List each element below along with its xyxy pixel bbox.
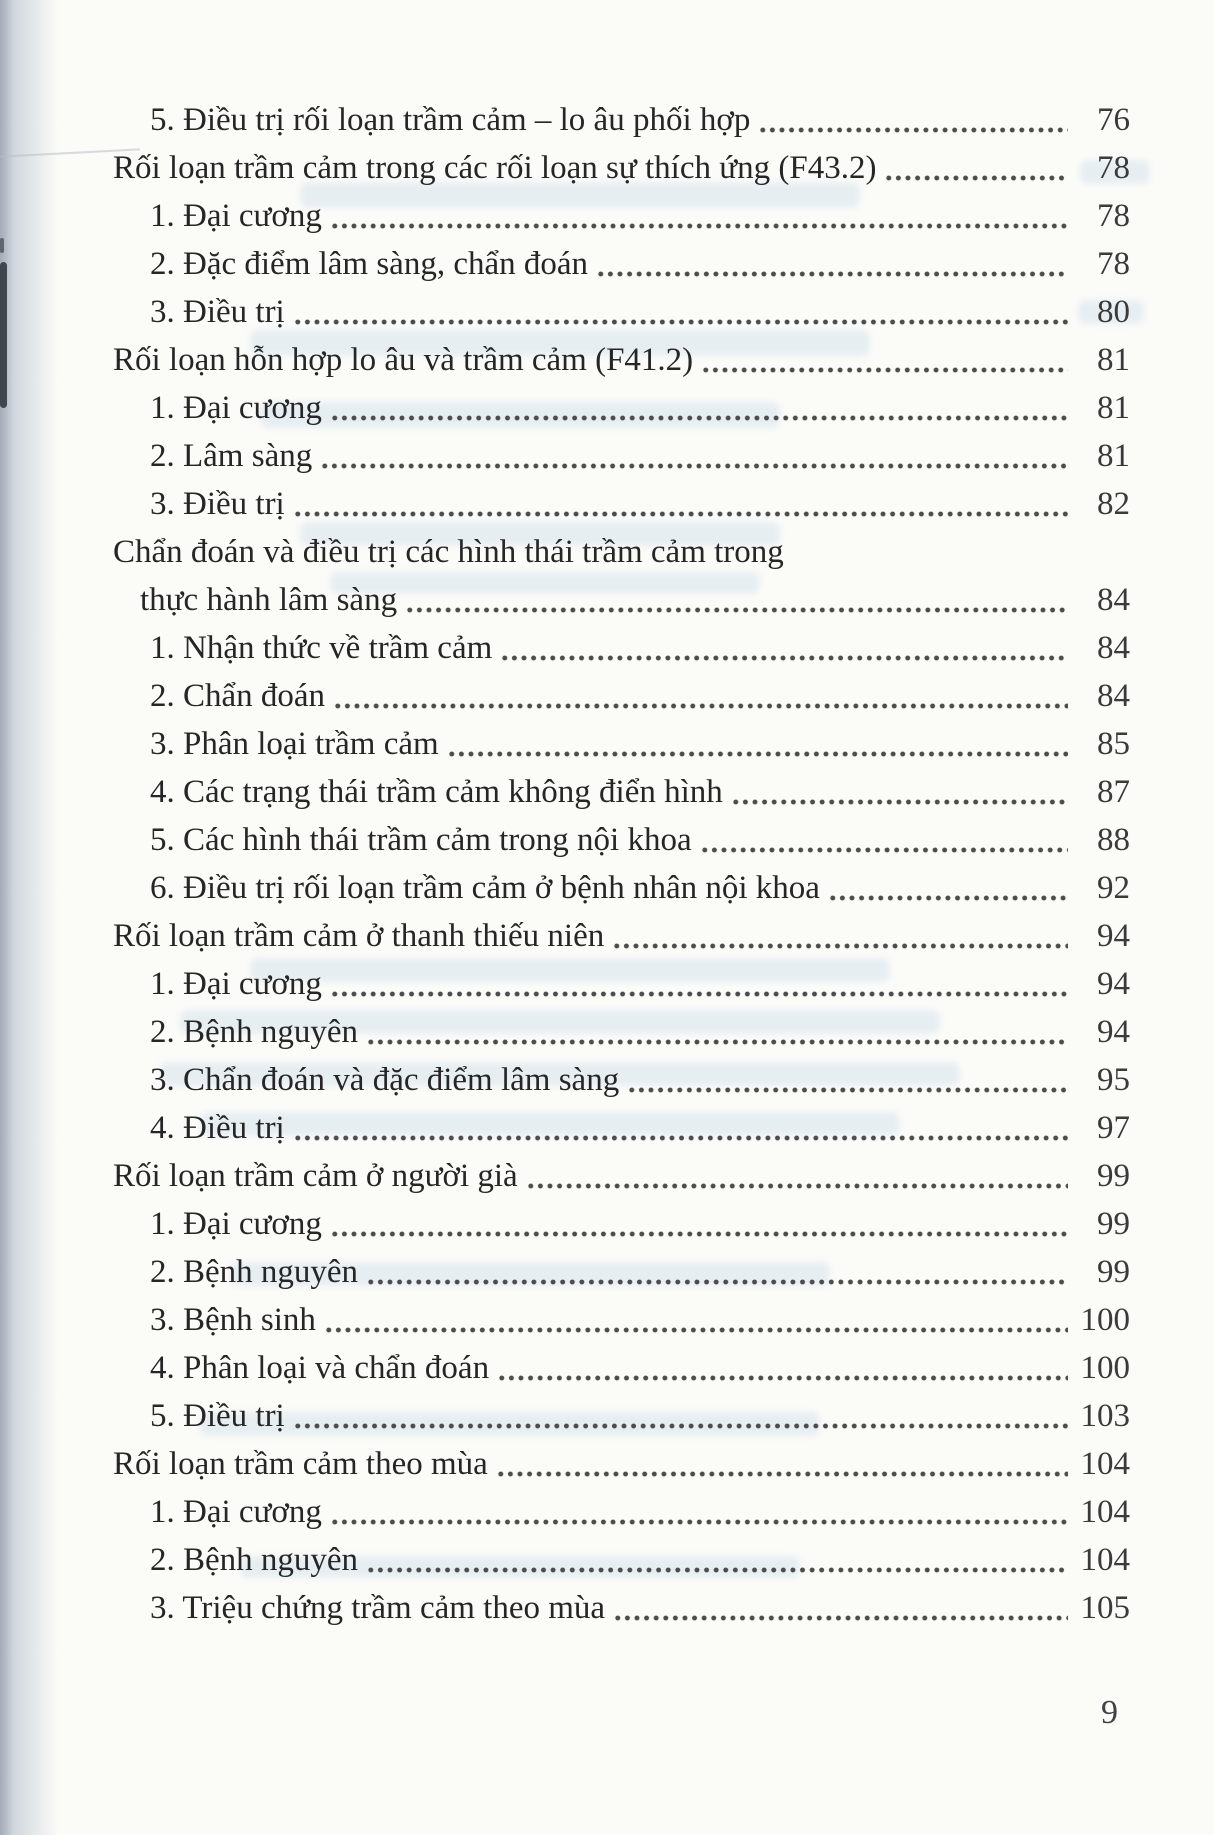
dot-leader xyxy=(884,174,1068,182)
toc-page-number: 81 xyxy=(1097,342,1130,378)
dot-leader xyxy=(447,750,1068,758)
toc-entry-label: Rối loạn trầm cảm ở thanh thiếu niên xyxy=(113,918,605,954)
toc-entry-label: 2. Chẩn đoán xyxy=(150,678,326,714)
toc-entry-label: Chẩn đoán và điều trị các hình thái trầm cảm trong xyxy=(113,534,784,570)
toc-entry-sub xyxy=(0,1392,1130,1440)
toc-entry-sub xyxy=(0,1248,1130,1296)
toc-entry-sub xyxy=(0,480,1130,528)
toc-entry-section xyxy=(0,144,1130,192)
toc-entry-label: 1. Đại cương xyxy=(150,1206,322,1242)
toc-entry-sub xyxy=(0,192,1130,240)
dot-leader xyxy=(320,462,1068,470)
toc-entry-sub xyxy=(0,1344,1130,1392)
toc-entry-sub xyxy=(0,960,1130,1008)
toc-page-number: 78 xyxy=(1097,198,1130,234)
toc-entry-label: 1. Đại cương xyxy=(150,198,322,234)
toc-entry-sub xyxy=(0,624,1130,672)
dot-leader xyxy=(366,1038,1068,1046)
toc-page-number: 94 xyxy=(1097,918,1130,954)
toc-entry-sub xyxy=(0,1584,1130,1632)
toc-page-number: 92 xyxy=(1097,870,1130,906)
toc-page-number: 94 xyxy=(1097,966,1130,1002)
toc-page-number: 94 xyxy=(1097,1014,1130,1050)
toc-entry-label: thực hành lâm sàng xyxy=(140,582,398,618)
toc-entry-sub xyxy=(0,864,1130,912)
toc-entry-label: 5. Các hình thái trầm cảm trong nội khoa xyxy=(150,822,692,858)
toc-entry-label: 4. Các trạng thái trầm cảm không điển hình xyxy=(150,774,723,810)
toc-page-number: 76 xyxy=(1097,102,1130,138)
dot-leader xyxy=(330,222,1068,230)
toc-entry-sub xyxy=(0,1056,1130,1104)
toc-page-number: 100 xyxy=(1080,1350,1130,1386)
toc-entry-sub xyxy=(0,288,1130,336)
toc-entry-label: 2. Bệnh nguyên xyxy=(150,1014,359,1050)
dot-leader xyxy=(828,894,1068,902)
toc-page-number: 82 xyxy=(1097,486,1130,522)
toc-entry-sub xyxy=(0,768,1130,816)
toc-page-number: 84 xyxy=(1097,582,1130,618)
toc-entry-section xyxy=(0,528,1130,576)
toc-entry-sub xyxy=(0,1200,1130,1248)
toc-page-number: 81 xyxy=(1097,438,1130,474)
toc-entry-label: 2. Đặc điểm lâm sàng, chẩn đoán xyxy=(150,246,589,282)
dot-leader xyxy=(293,510,1068,518)
toc-page-number: 84 xyxy=(1097,630,1130,666)
toc-page-number: 78 xyxy=(1097,246,1130,282)
toc-page-number: 85 xyxy=(1097,726,1130,762)
dot-leader xyxy=(330,1518,1068,1526)
toc-page-number: 99 xyxy=(1097,1254,1130,1290)
toc-entry-section xyxy=(0,336,1130,384)
toc-entry-label: 3. Chẩn đoán và đặc điểm lâm sàng xyxy=(150,1062,620,1098)
toc-page-number: 80 xyxy=(1097,294,1130,330)
dot-leader xyxy=(496,1470,1068,1478)
toc-entry-sub xyxy=(0,672,1130,720)
toc-entry-sub xyxy=(0,432,1130,480)
toc-page-number: 87 xyxy=(1097,774,1130,810)
dot-leader xyxy=(293,318,1068,326)
toc-page-number: 81 xyxy=(1097,390,1130,426)
toc-page-number: 105 xyxy=(1080,1590,1130,1626)
dot-leader xyxy=(612,942,1068,950)
toc-entry-label: 1. Nhận thức về trầm cảm xyxy=(150,630,493,666)
toc-entry-label: 5. Điều trị xyxy=(150,1398,285,1434)
dot-leader xyxy=(366,1566,1068,1574)
toc-entry-label: 3. Bệnh sinh xyxy=(150,1302,316,1338)
toc-page-number: 88 xyxy=(1097,822,1130,858)
toc-entry-label: 5. Điều trị rối loạn trầm cảm – lo âu phối hợp xyxy=(150,102,751,138)
toc-entry-sub xyxy=(0,96,1130,144)
toc-page-number: 84 xyxy=(1097,678,1130,714)
dot-leader xyxy=(324,1326,1068,1334)
toc-list xyxy=(0,96,1130,1632)
dot-leader xyxy=(758,126,1068,134)
dot-leader xyxy=(330,1230,1068,1238)
toc-entry-label: 2. Bệnh nguyên xyxy=(150,1254,359,1290)
toc-entry-section xyxy=(0,912,1130,960)
toc-page-number: 95 xyxy=(1097,1062,1130,1098)
toc-entry-label: 3. Phân loại trầm cảm xyxy=(150,726,439,762)
toc-entry-sub xyxy=(0,1008,1130,1056)
dot-leader xyxy=(701,366,1068,374)
toc-page-number: 103 xyxy=(1080,1398,1130,1434)
dot-leader xyxy=(293,1422,1068,1430)
toc-entry-sub xyxy=(0,1296,1130,1344)
toc-entry-label: 4. Điều trị xyxy=(150,1110,285,1146)
toc-entry-sub xyxy=(0,240,1130,288)
toc-entry-label: 6. Điều trị rối loạn trầm cảm ở bệnh nhân nội khoa xyxy=(150,870,820,906)
toc-page-number: 78 xyxy=(1097,150,1130,186)
dot-leader xyxy=(330,990,1068,998)
toc-entry-label: 2. Lâm sàng xyxy=(150,438,313,474)
toc-entry-section xyxy=(0,1440,1130,1488)
dot-leader xyxy=(330,414,1068,422)
toc-entry-sub xyxy=(0,1536,1130,1584)
page-folio: 9 xyxy=(1101,1694,1118,1731)
dot-leader xyxy=(500,654,1068,662)
toc-entry-sub xyxy=(0,1104,1130,1152)
toc-entry-label: 1. Đại cương xyxy=(150,390,322,426)
dot-leader xyxy=(333,702,1068,710)
toc-entry-sub xyxy=(0,720,1130,768)
toc-entry-label: 1. Đại cương xyxy=(150,966,322,1002)
toc-page-number: 99 xyxy=(1097,1206,1130,1242)
toc-entry-label: Rối loạn trầm cảm trong các rối loạn sự thích ứng (F43.2) xyxy=(113,150,877,186)
dot-leader xyxy=(405,606,1068,614)
dot-leader xyxy=(526,1182,1068,1190)
dot-leader xyxy=(731,798,1068,806)
dot-leader xyxy=(613,1614,1068,1622)
dot-leader xyxy=(293,1134,1068,1142)
toc-entry-sub xyxy=(0,1488,1130,1536)
toc-entry-label: 3. Triệu chứng trầm cảm theo mùa xyxy=(150,1590,606,1626)
dot-leader xyxy=(700,846,1068,854)
toc-page-number: 97 xyxy=(1097,1110,1130,1146)
dot-leader xyxy=(366,1278,1068,1286)
dot-leader xyxy=(596,270,1068,278)
toc-entry-label: 4. Phân loại và chẩn đoán xyxy=(150,1350,490,1386)
toc-page-number: 104 xyxy=(1080,1446,1130,1482)
toc-entry-label: 1. Đại cương xyxy=(150,1494,322,1530)
toc-page-number: 104 xyxy=(1080,1494,1130,1530)
toc-entry-label: Rối loạn hỗn hợp lo âu và trầm cảm (F41.2) xyxy=(113,342,694,378)
toc-entry-sub xyxy=(0,816,1130,864)
toc-page-number: 104 xyxy=(1080,1542,1130,1578)
dot-leader xyxy=(627,1086,1068,1094)
toc-page-number: 100 xyxy=(1080,1302,1130,1338)
toc-entry-label: Rối loạn trầm cảm theo mùa xyxy=(113,1446,488,1482)
toc-entry-label: Rối loạn trầm cảm ở người già xyxy=(113,1158,518,1194)
toc-page-number: 99 xyxy=(1097,1158,1130,1194)
dot-leader xyxy=(497,1374,1068,1382)
toc-entry-label: 2. Bệnh nguyên xyxy=(150,1542,359,1578)
toc-entry-label: 3. Điều trị xyxy=(150,294,285,330)
toc-entry-continuation xyxy=(0,576,1130,624)
toc-entry-sub xyxy=(0,384,1130,432)
toc-entry-label: 3. Điều trị xyxy=(150,486,285,522)
toc-entry-section xyxy=(0,1152,1130,1200)
